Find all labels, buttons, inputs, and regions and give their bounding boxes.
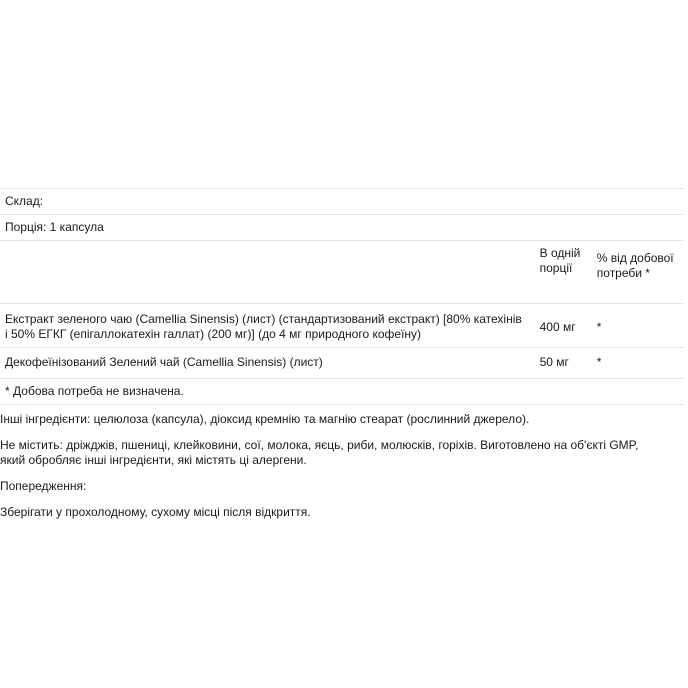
header-daily-value: % від добової потреби *	[585, 241, 684, 304]
table-footnote: * Добова потреба не визначена.	[0, 379, 684, 405]
ingredient-amount: 400 мг	[530, 304, 585, 348]
serving-size: Порція: 1 капсула	[0, 215, 684, 241]
footnote-row	[0, 379, 684, 405]
ingredient-daily-value: *	[585, 304, 684, 348]
composition-label: Склад:	[0, 189, 684, 215]
allergen-note: Не містить: дріжджів, пшениці, клейковини, сої, молока, яєць, риби, молюсків, горіхів. Виготовлено на об'єкті GMP, який обробляє інші інгредієнти, які містять ці алергени.	[0, 438, 639, 467]
supplement-facts-page	[0, 188, 688, 531]
warnings-label: Попередження:	[0, 479, 87, 493]
notes-section	[0, 412, 688, 520]
composition-row	[0, 189, 684, 215]
table-row	[0, 304, 684, 348]
header-amount: В одній порції	[530, 241, 585, 304]
table-header-row	[0, 241, 684, 304]
ingredient-amount: 50 мг	[530, 348, 585, 379]
ingredient-name: Декофеїнізований Зелений чай (Camellia Sinensis) (лист)	[0, 348, 530, 379]
storage-instructions: Зберігати у прохолодному, сухому місці після відкриття.	[0, 505, 311, 519]
header-name-cell	[0, 241, 530, 304]
other-ingredients: Інші інгредієнти: целюлоза (капсула), діоксид кремнію та магнію стеарат (рослинний джерело).	[0, 412, 530, 426]
supplement-facts-table	[0, 188, 684, 405]
ingredient-name: Екстракт зеленого чаю (Camellia Sinensis) (лист) (стандартизований екстракт) [80% катехінів і 50% ЕГКГ (епігаллокатехін галлат) (200 мг)] (до 4 мг природного кофеїну)	[0, 304, 530, 348]
table-row	[0, 348, 684, 379]
ingredient-daily-value: *	[585, 348, 684, 379]
serving-row	[0, 215, 684, 241]
